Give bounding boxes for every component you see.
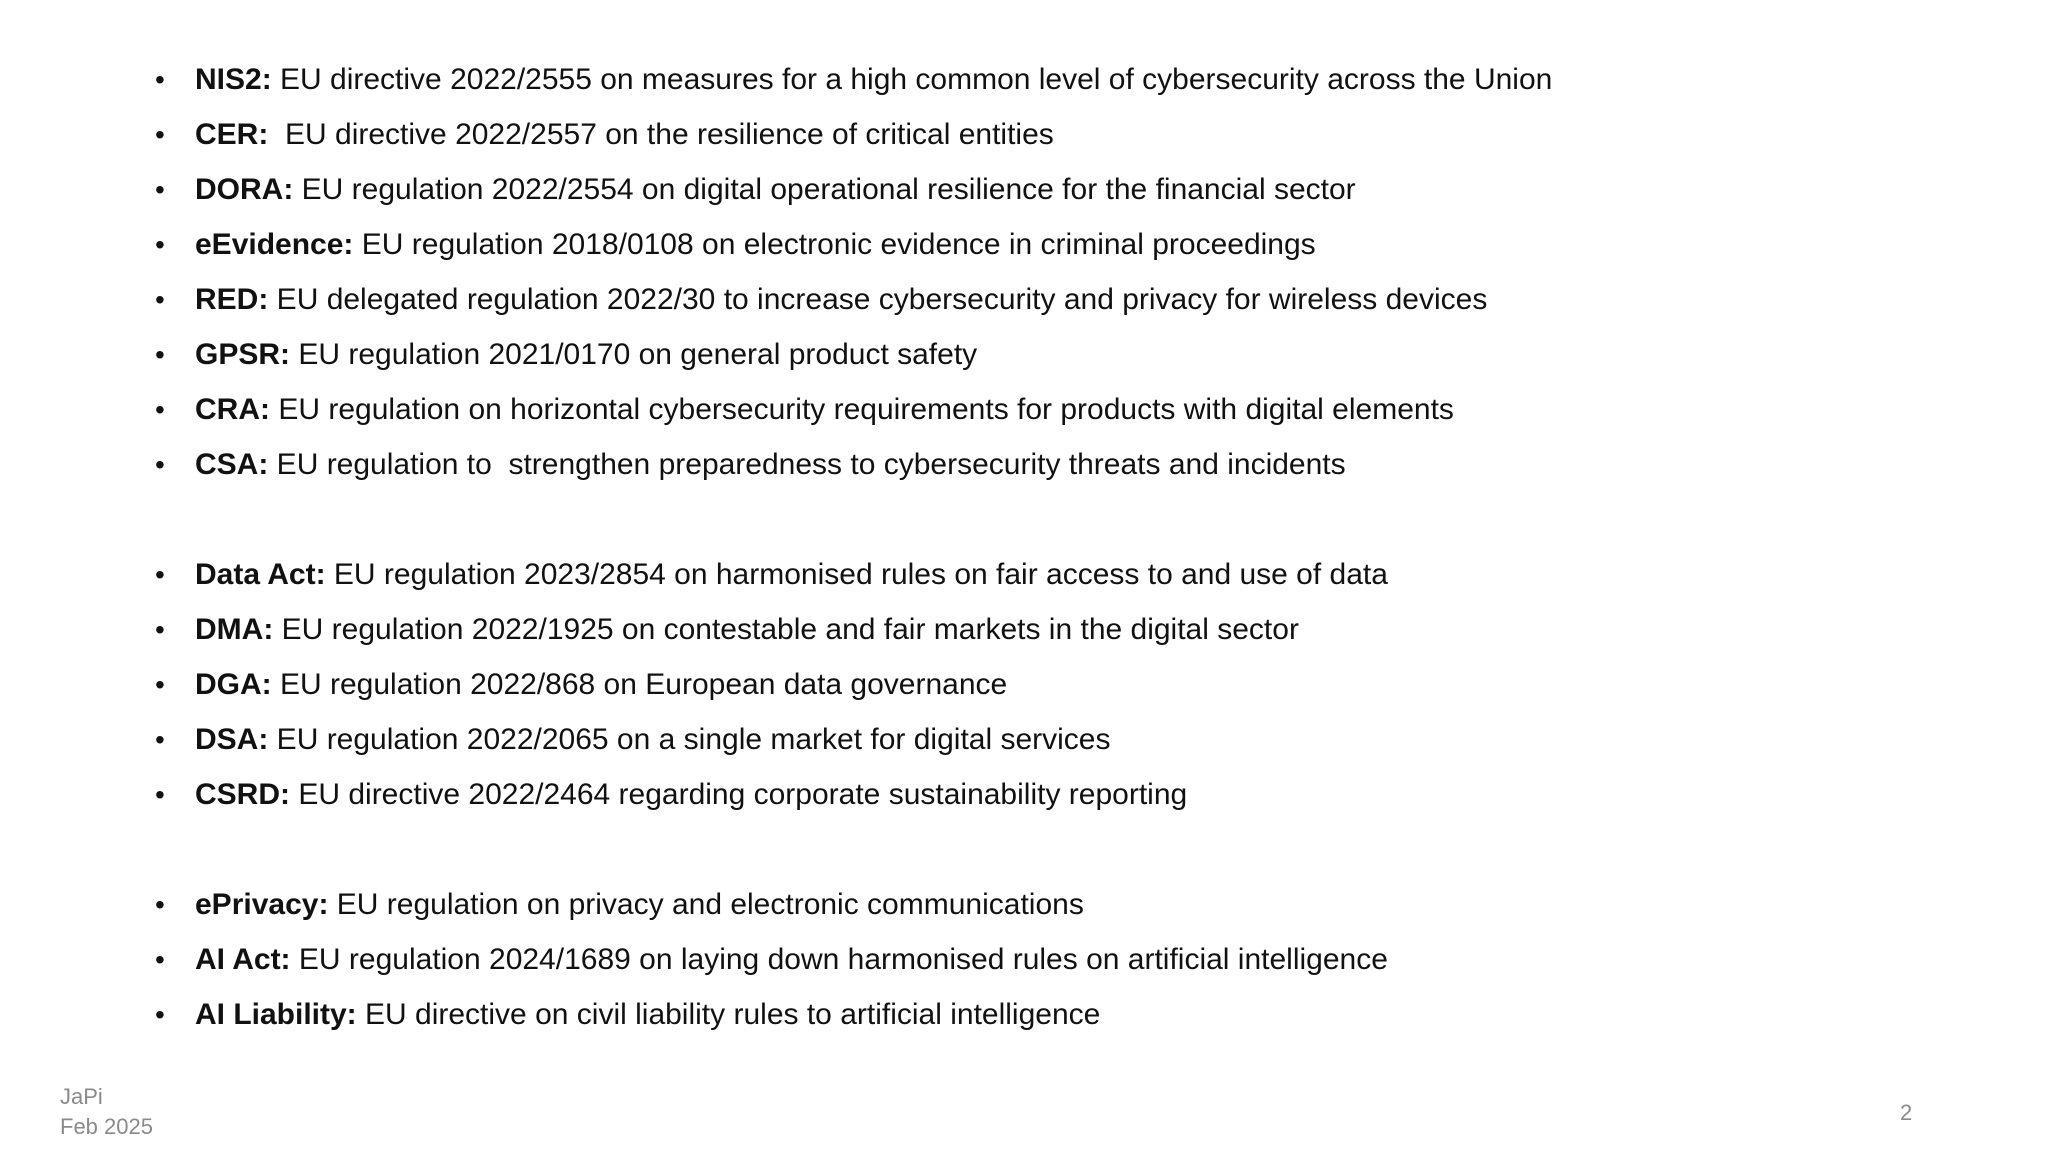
list-item: [155, 437, 1955, 492]
item-term: ePrivacy:: [195, 888, 329, 921]
list-item: [155, 932, 1955, 987]
item-term: DMA:: [195, 613, 274, 646]
item-description: EU regulation 2023/2854 on harmonised rules on fair access to and use of data: [325, 558, 1388, 591]
item-term: eEvidence:: [195, 228, 354, 261]
item-term: DGA:: [195, 668, 272, 701]
list-item: [155, 712, 1955, 767]
item-term: DSA:: [195, 723, 269, 756]
item-description: EU regulation 2022/2554 on digital operational resilience for the financial sector: [293, 173, 1356, 206]
list-item: [155, 547, 1955, 602]
list-item: [155, 382, 1955, 437]
item-term: CRA:: [195, 393, 270, 426]
list-item: [155, 272, 1955, 327]
item-term: Data Act:: [195, 558, 326, 591]
item-term: AI Liability:: [195, 998, 357, 1031]
item-term: CSA:: [195, 448, 269, 481]
item-description: EU regulation on horizontal cybersecurity requirements for products with digital elements: [270, 393, 1454, 426]
item-description: EU regulation on privacy and electronic communications: [328, 888, 1084, 921]
list-item: [155, 987, 1955, 1042]
item-term: RED:: [195, 283, 269, 316]
item-description: EU regulation 2022/1925 on contestable and fair markets in the digital sector: [273, 613, 1299, 646]
list-item: [155, 767, 1955, 822]
item-term: CER:: [195, 118, 269, 151]
item-term: DORA:: [195, 173, 294, 206]
item-description: EU directive on civil liability rules to artificial intelligence: [356, 998, 1101, 1031]
item-term: AI Act:: [195, 943, 291, 976]
list-item: [155, 217, 1955, 272]
item-description: EU regulation 2018/0108 on electronic evidence in criminal proceedings: [353, 228, 1316, 261]
item-description: EU regulation to strengthen preparedness to cybersecurity threats and incidents: [268, 448, 1346, 481]
list-item: [155, 657, 1955, 712]
list-item: [155, 602, 1955, 657]
list-item: [155, 327, 1955, 382]
page-number: 2: [1900, 1100, 1913, 1125]
item-description: EU regulation 2024/1689 on laying down harmonised rules on artificial intelligence: [290, 943, 1388, 976]
list-item: [155, 877, 1955, 932]
item-term: NIS2:: [195, 63, 272, 96]
item-description: EU directive 2022/2464 regarding corporate sustainability reporting: [290, 778, 1188, 811]
item-term: GPSR:: [195, 338, 291, 371]
item-description: EU delegated regulation 2022/30 to increase cybersecurity and privacy for wireless devices: [268, 283, 1488, 316]
item-description: EU directive 2022/2555 on measures for a high common level of cybersecurity across the Union: [271, 63, 1553, 96]
footer-date: Feb 2025: [60, 1114, 153, 1139]
item-term: CSRD:: [195, 778, 290, 811]
item-description: EU directive 2022/2557 on the resilience of critical entities: [268, 118, 1054, 151]
list-item: [155, 107, 1955, 162]
item-description: EU regulation 2021/0170 on general product safety: [290, 338, 978, 371]
item-description: EU regulation 2022/2065 on a single market for digital services: [268, 723, 1111, 756]
item-description: EU regulation 2022/868 on European data governance: [271, 668, 1008, 701]
regulation-list: [155, 52, 1955, 1042]
list-item: [155, 162, 1955, 217]
list-item: [155, 52, 1955, 107]
footer-author: JaPi: [60, 1084, 103, 1109]
